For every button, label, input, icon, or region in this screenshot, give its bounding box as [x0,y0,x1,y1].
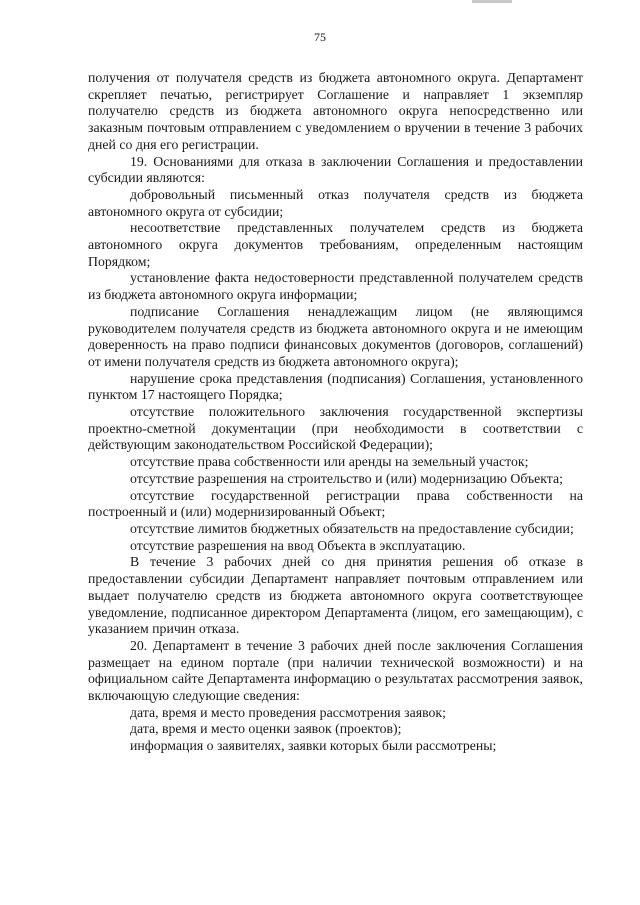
list-item: отсутствие государственной регистрации права собственности на построенный и (или) модернизированный Объект; [88,487,583,520]
paragraph-refusal-notice: В течение 3 рабочих дней со дня принятия решения об отказе в предоставлении субсидии Департамент направляет почтовым отправлением или выдает получателю средств из бюджета автономного округа соответствующее уведомление, подписанное директором Департамента (лицом, его замещающим), с указанием причин отказа. [88,554,583,637]
paragraph-continuation: получения от получателя средств из бюджета автономного округа. Департамент скрепляет печатью, регистрирует Соглашение и направляет 1 экземпляр получателю средств из бюджета автономного округа непосредственно или заказным почтовым отправлением с уведомлением о вручении в течение 3 рабочих дней со дня его регистрации. [88,70,583,152]
list-item: дата, время и место оценки заявок (проектов); [130,721,402,737]
paragraph-item-19: 19. Основаниями для отказа в заключении Соглашения и предоставлении субсидии являются: [88,153,583,186]
paragraph-item-20: 20. Департамент в течение 3 рабочих дней после заключения Соглашения размещает на едином портале (при наличии технической возможности) и на официальном сайте Департамента информацию о результатах рассмотрения заявок, включающую следующие сведения: [88,637,583,704]
list-item: подписание Соглашения ненадлежащим лицом (не являющимся руководителем получателя средств из бюджета автономного округа и не имеющим доверенность на право подписи финансовых документов (договоров, соглашений) от имени получателя средств из бюджета автономного округа); [88,303,583,369]
scan-mark [472,0,512,3]
list-item: несоответствие представленных получателем средств из бюджета автономного округа документов требованиям, определенным настоящим Порядком; [88,220,583,269]
page-number: 75 [314,30,326,44]
list-item: установление факта недостоверности представленной получателем средств из бюджета автономного округа информации; [88,270,583,303]
list-item: отсутствие разрешения на строительство и (или) модернизацию Объекта; [130,470,563,486]
list-item: отсутствие разрешения на ввод Объекта в эксплуатацию. [130,537,466,553]
list-item: отсутствие лимитов бюджетных обязательств на предоставление субсидии; [130,520,574,536]
list-item: информация о заявителях, заявки которых были рассмотрены; [130,738,497,754]
list-item: нарушение срока представления (подписания) Соглашения, установленного пунктом 17 настоящего Порядка; [88,370,583,403]
list-item: отсутствие права собственности или аренды на земельный участок; [130,454,529,470]
document-body [88,70,583,755]
list-item: отсутствие положительного заключения государственной экспертизы проектно-сметной документации (при необходимости в соответствии с действующим законодательством Российской Федерации); [88,404,583,453]
list-item: дата, время и место проведения рассмотрения заявок; [130,704,446,720]
list-item: добровольный письменный отказ получателя средств из бюджета автономного округа от субсидии; [88,186,583,219]
